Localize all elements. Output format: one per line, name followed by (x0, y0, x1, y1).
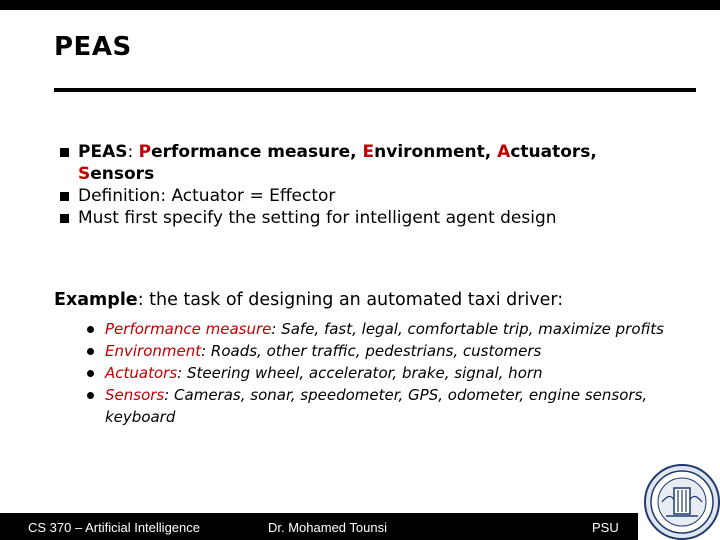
round-bullet-icon (87, 348, 94, 355)
square-bullet-icon (60, 192, 69, 201)
university-seal-icon (644, 464, 720, 540)
bullet-text: Must first specify the setting for intelligent agent design (78, 208, 557, 228)
round-bullet-icon (87, 370, 94, 377)
title-rule (54, 88, 696, 92)
top-bar (0, 0, 720, 10)
footer-course: CS 370 – Artificial Intelligence (28, 520, 200, 535)
bullet-definition (58, 185, 678, 207)
bullet-text: PEAS: Performance measure, Environment, Actuators, Sensors (78, 142, 597, 184)
footer-institution: PSU (592, 520, 619, 535)
bullet-specify (58, 207, 678, 229)
example-heading: Example: the task of designing an automated taxi driver: (54, 290, 564, 310)
slide-title: PEAS (54, 32, 132, 62)
sub-item-environment: Environment: Roads, other traffic, pedestrians, customers (84, 340, 664, 362)
bullet-text: Definition: Actuator = Effector (78, 186, 336, 206)
sub-item-performance: Performance measure: Safe, fast, legal, comfortable trip, maximize profits (84, 318, 664, 340)
footer-bar (0, 513, 638, 540)
example-sub-list (84, 318, 664, 428)
round-bullet-icon (87, 392, 94, 399)
round-bullet-icon (87, 326, 94, 333)
bullet-peas (58, 141, 678, 185)
main-bullet-list (58, 141, 678, 229)
sub-item-actuators: Actuators: Steering wheel, accelerator, brake, signal, horn (84, 362, 664, 384)
square-bullet-icon (60, 148, 69, 157)
sub-item-sensors: Sensors: Cameras, sonar, speedometer, GPS, odometer, engine sensors, keyboard (84, 384, 664, 428)
square-bullet-icon (60, 214, 69, 223)
footer-author: Dr. Mohamed Tounsi (268, 520, 387, 535)
